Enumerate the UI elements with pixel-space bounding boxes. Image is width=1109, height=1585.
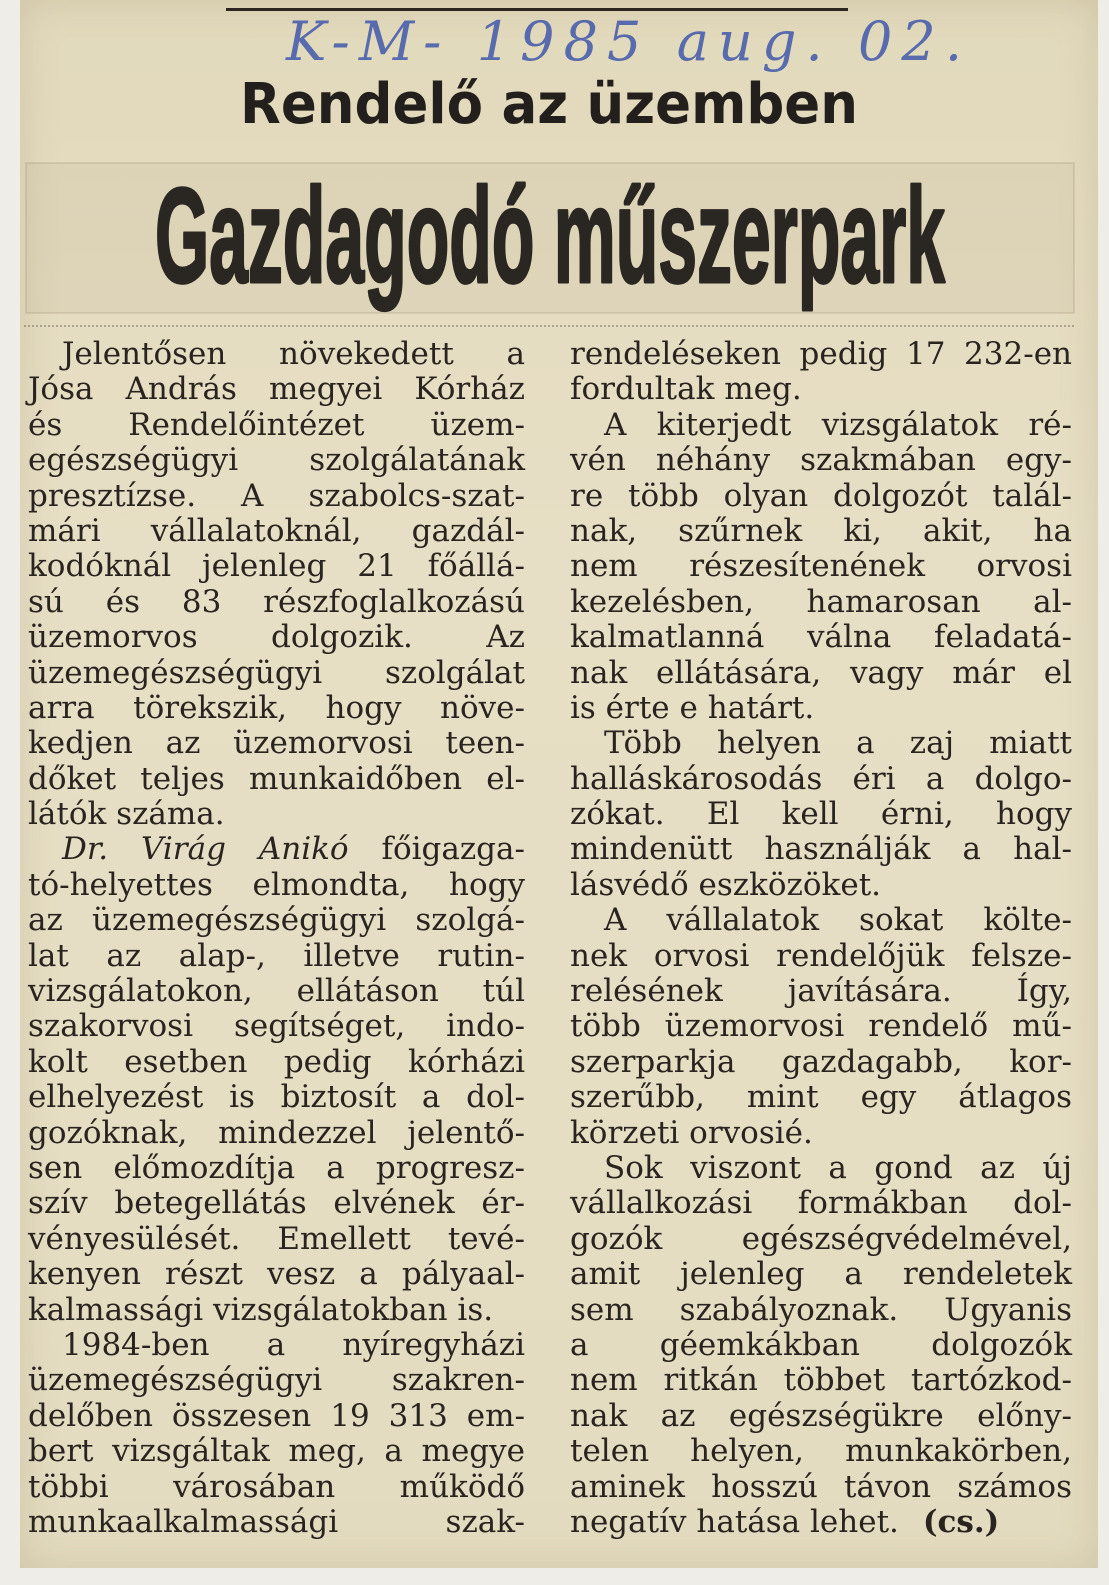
text-line — [570, 762, 1072, 797]
line-text: nak, szűrnek ki, akit, ha — [570, 512, 1072, 549]
line-text: negatív hatása lehet. — [570, 1503, 899, 1540]
text-line — [570, 337, 1072, 372]
line-text: vén néhány szakmában egy- — [570, 442, 1072, 479]
headline: Gazdagodó műszerpark — [155, 160, 946, 311]
text-line — [28, 514, 525, 549]
line-text: vállalkozási formákban dol- — [570, 1185, 1072, 1222]
line-text: rendeléseken pedig 17 232-en — [570, 336, 1072, 372]
line-text: szakorvosi segítséget, indo- — [28, 1008, 525, 1045]
line-text: munkaalkalmassági szak- — [28, 1503, 525, 1540]
text-line — [570, 1363, 1072, 1398]
line-text: zókat. El kell érni, hogy — [570, 796, 1072, 833]
line-text: kenyen részt vesz a pályaal- — [28, 1256, 525, 1293]
line-text: dőket teljes munkaidőben el- — [28, 760, 525, 797]
author-byline: (cs.) — [922, 1503, 1000, 1540]
text-line — [28, 479, 525, 514]
line-text: Jósa András megyei Kórház — [28, 371, 525, 408]
line-text: re több olyan dolgozót talál- — [570, 477, 1072, 514]
line-text: lásvédő eszközöket. — [570, 866, 881, 903]
text-line — [28, 443, 525, 478]
line-text: vényesülését. Emellett tevé- — [28, 1220, 525, 1257]
line-text: vizsgálatokon, ellátáson túl — [28, 973, 525, 1010]
text-line — [28, 1116, 525, 1151]
line-text: kedjen az üzemorvosi teen- — [28, 725, 525, 762]
text-line — [28, 1080, 525, 1115]
line-text: mindenütt használják a hal- — [570, 831, 1072, 868]
text-line — [28, 903, 525, 938]
line-text: többi városában működő — [28, 1468, 525, 1505]
line-text: és Rendelőintézet üzem- — [28, 406, 525, 443]
person-name: Dr. Virág Anikó — [62, 831, 349, 868]
line-text: gozók egészségvédelmével, — [570, 1220, 1072, 1257]
text-line — [570, 939, 1072, 974]
text-line — [28, 1222, 525, 1257]
text-line — [570, 1505, 1072, 1540]
left-column — [28, 337, 525, 1540]
text-line — [570, 620, 1072, 655]
line-text: kolt esetben pedig kórházi — [28, 1043, 525, 1080]
text-line — [28, 1045, 525, 1080]
text-line — [570, 514, 1072, 549]
text-line — [28, 1257, 525, 1292]
line-text: nem ritkán többet tartózkod- — [570, 1362, 1072, 1399]
line-text: Jelentősen növekedett a — [62, 336, 525, 372]
line-text: nem részesítenének orvosi — [570, 548, 1072, 585]
line-text: nak ellátására, vagy már el — [570, 654, 1072, 691]
line-text: üzemegészségügyi szakren- — [28, 1362, 525, 1399]
line-text: nek orvosi rendelőjük felsze- — [570, 937, 1072, 974]
text-line — [570, 1470, 1072, 1505]
text-line — [28, 832, 525, 867]
handwritten-date-note: K-M- 1985 aug. 02. — [286, 10, 962, 73]
line-text: az üzemegészségügyi szolgá- — [28, 902, 525, 939]
text-line — [28, 939, 525, 974]
line-text: presztízse. A szabolcs-szat- — [28, 477, 525, 514]
text-line — [28, 797, 525, 832]
line-text: szerűbb, mint egy átlagos — [570, 1079, 1072, 1116]
text-line — [28, 549, 525, 584]
text-line — [570, 974, 1072, 1009]
text-line — [570, 1186, 1072, 1221]
text-line — [570, 1151, 1072, 1186]
text-line — [570, 1328, 1072, 1363]
line-text: látók száma. — [28, 796, 225, 833]
line-text: mári vállalatoknál, gazdál- — [28, 512, 525, 549]
line-text: sen előmozdítja a progresz- — [28, 1149, 525, 1186]
text-line — [28, 762, 525, 797]
text-line — [570, 1293, 1072, 1328]
text-line — [570, 372, 1072, 407]
line-text: több üzemorvosi rendelő mű- — [570, 1008, 1072, 1045]
line-text: kodóknál jelenleg 21 főállá- — [28, 548, 525, 585]
text-line — [28, 1151, 525, 1186]
text-line — [28, 1293, 525, 1328]
text-line — [570, 549, 1072, 584]
text-line — [28, 408, 525, 443]
line-text: telen helyen, munkakörben, — [570, 1433, 1072, 1470]
text-line — [570, 585, 1072, 620]
line-text: üzemorvos dolgozik. Az — [28, 619, 525, 656]
text-line — [570, 726, 1072, 761]
heading-area — [0, 0, 1109, 320]
line-text: körzeti orvosié. — [570, 1114, 813, 1151]
text-line — [28, 372, 525, 407]
kicker-heading: Rendelő az üzemben — [240, 72, 858, 137]
line-text: a géemkákban dolgozók — [570, 1326, 1072, 1363]
text-line — [28, 337, 525, 372]
text-line — [28, 974, 525, 1009]
line-text: elhelyezést is biztosít a dol- — [28, 1079, 525, 1116]
line-text: A vállalatok sokat költe- — [604, 902, 1072, 939]
text-line — [28, 1505, 525, 1540]
line-text: Sok viszont a gond az új — [604, 1149, 1072, 1186]
line-text: relésének javítására. Így, — [570, 973, 1072, 1010]
dotted-rule — [24, 325, 1074, 327]
line-text: sú és 83 részfoglalkozású — [28, 583, 525, 620]
text-line — [28, 656, 525, 691]
text-line — [570, 1434, 1072, 1469]
text-line — [570, 903, 1072, 938]
line-text: 1984-ben a nyíregyházi — [62, 1326, 525, 1363]
line-text: egészségügyi szolgálatának — [28, 442, 525, 479]
line-text: arra törekszik, hogy növe- — [28, 689, 525, 726]
text-line — [570, 1222, 1072, 1257]
line-text: kalmatlanná válna feladatá- — [570, 619, 1072, 656]
text-line — [28, 1399, 525, 1434]
text-line — [28, 1009, 525, 1044]
text-line — [28, 691, 525, 726]
text-line — [570, 1045, 1072, 1080]
line-text: tó-helyettes elmondta, hogy — [28, 866, 525, 903]
line-text: szerparkja gazdagabb, kor- — [570, 1043, 1072, 1080]
text-line — [570, 408, 1072, 443]
text-line — [28, 1328, 525, 1363]
text-line — [28, 620, 525, 655]
right-column — [570, 337, 1072, 1540]
text-line — [570, 656, 1072, 691]
line-text: sem szabályoznak. Ugyanis — [570, 1291, 1072, 1328]
text-line — [570, 1009, 1072, 1044]
text-line — [570, 1116, 1072, 1151]
line-text: kalmassági vizsgálatokban is. — [28, 1291, 494, 1328]
line-text: Több helyen a zaj miatt — [604, 725, 1072, 762]
line-text: főigazga- — [348, 831, 525, 868]
text-line — [570, 479, 1072, 514]
text-line — [28, 585, 525, 620]
line-text: amit jelenleg a rendeletek — [570, 1256, 1072, 1293]
text-line — [570, 1080, 1072, 1115]
line-text: gozóknak, mindezzel jelentő- — [28, 1114, 525, 1151]
text-line — [28, 1434, 525, 1469]
text-line — [28, 868, 525, 903]
line-text: kezelésben, hamarosan al- — [570, 583, 1072, 620]
line-text: fordultak meg. — [570, 371, 802, 408]
text-line — [570, 443, 1072, 478]
line-text: szív betegellátás elvének ér- — [28, 1185, 525, 1222]
line-text: lat az alap-, illetve rutin- — [28, 937, 525, 974]
text-line — [28, 1470, 525, 1505]
text-line — [570, 797, 1072, 832]
line-text: A kiterjedt vizsgálatok ré- — [604, 406, 1072, 443]
line-text: nak az egészségükre előny- — [570, 1397, 1072, 1434]
text-line — [28, 726, 525, 761]
line-text: halláskárosodás éri a dolgo- — [570, 760, 1072, 797]
text-line — [28, 1363, 525, 1398]
text-line — [570, 1257, 1072, 1292]
line-text: üzemegészségügyi szolgálat — [28, 654, 525, 691]
line-text: aminek hosszú távon számos — [570, 1468, 1072, 1505]
line-text: delőben összesen 19 313 em- — [28, 1397, 525, 1434]
line-text: bert vizsgáltak meg, a megye — [28, 1433, 525, 1470]
text-line — [570, 868, 1072, 903]
line-text: is érte e határt. — [570, 689, 815, 726]
text-line — [570, 691, 1072, 726]
text-line — [28, 1186, 525, 1221]
text-line — [570, 832, 1072, 867]
text-line — [570, 1399, 1072, 1434]
